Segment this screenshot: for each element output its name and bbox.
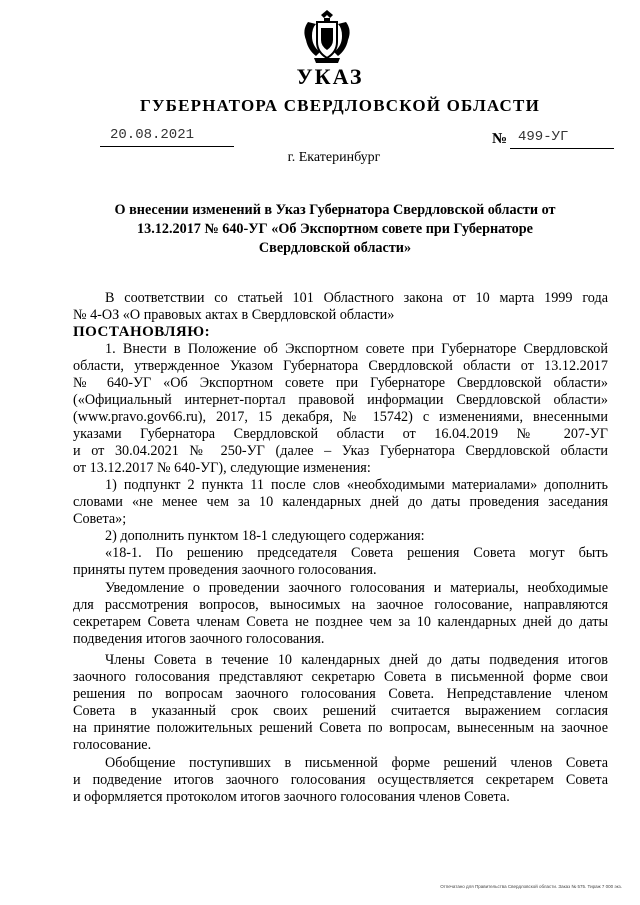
body-line: и подведение итогов заочного голосования осуществляется секретарем Совета xyxy=(73,772,608,788)
body-line: Уведомление о проведении заочного голосования и материалы, необходимые xyxy=(105,580,608,596)
body-line: Совета в указанный срок своих решений считается выражением согласия xyxy=(73,703,608,719)
document-title: УКАЗ xyxy=(296,64,364,89)
body-line: от 13.12.2017 № 640-УГ), следующие изменения: xyxy=(73,460,371,476)
document-subtitle: ГУБЕРНАТОРА СВЕРДЛОВСКОЙ ОБЛАСТИ xyxy=(139,96,541,115)
body-line: подведения итогов заочного голосования. xyxy=(73,631,325,647)
document-date: 20.08.2021 xyxy=(100,127,234,147)
print-footer: Отпечатано для Правительства Свердловской области. Заказ № 575. Тираж 7 000 экз. xyxy=(440,884,622,889)
body-line: Члены Совета в течение 10 календарных дней до даты подведения итогов xyxy=(105,652,608,668)
body-line: секретарем Совета членам Совета не позднее чем за 10 календарных дней до даты xyxy=(73,614,608,630)
body-line: Обобщение поступивших в письменной форме решений членов Совета xyxy=(105,755,608,771)
number-sign: № xyxy=(492,131,508,147)
body-line: решения по вопросам заочного голосования Совета. Непредставление членом xyxy=(73,686,608,702)
body-line: 1) подпункт 2 пункта 11 после слов «необходимыми материалами» дополнить xyxy=(105,477,608,493)
body-line: и от 30.04.2021 № 250-УГ (далее – Указ Губернатора Свердловской области xyxy=(73,443,608,459)
body-line: Совета»; xyxy=(73,511,127,527)
body-line: указами Губернатора Свердловской области от 16.04.2019 № 207-УГ xyxy=(73,426,608,442)
body-line: заочного голосования представляют секретарю Совета в письменной форме свои xyxy=(73,669,608,685)
body-line: голосование. xyxy=(73,737,152,753)
body-line: 1. Внести в Положение об Экспортном совете при Губернаторе Свердловской xyxy=(105,341,608,357)
document-heading: О внесении изменений в Указ Губернатора Свердловской области от 13.12.2017 № 640-УГ «Об Экспортном совете при Губернаторе Свердловской области» xyxy=(114,202,556,256)
decree-word: ПОСТАНОВЛЯЮ: xyxy=(73,324,211,340)
body-line: «18-1. По решению председателя Совета решения Совета могут быть xyxy=(105,545,608,561)
coat-of-arms-icon xyxy=(300,6,354,66)
body-line: и оформляется протоколом итогов заочного голосования членов Совета. xyxy=(73,789,510,805)
body-line: В соответствии со статьей 101 Областного закона от 10 марта 1999 года xyxy=(105,290,608,306)
body-line: 2) дополнить пунктом 18-1 следующего содержания: xyxy=(105,528,425,544)
body-line: для рассмотрения вопросов, выносимых на заочное голосование, направляются xyxy=(73,597,608,613)
document-number: 499-УГ xyxy=(510,129,614,149)
body-line: № 4-ОЗ «О правовых актах в Свердловской области» xyxy=(73,307,395,323)
city-name: г. Екатеринбург xyxy=(287,150,381,165)
body-line: (www.pravo.gov66.ru), 2017, 15 декабря, № 15742) с изменениями, внесенными xyxy=(73,409,608,425)
body-line: на принятие положительных решений Совета по вопросам, вынесенным на заочное xyxy=(73,720,608,736)
body-line: области, утвержденное Указом Губернатора Свердловской области от 13.12.2017 xyxy=(73,358,608,374)
body-line: («Официальный интернет-портал правовой информации Свердловской области» xyxy=(73,392,608,408)
body-line: словами «не менее чем за 10 календарных дней до даты проведения заседания xyxy=(73,494,608,510)
body-line: № 640-УГ «Об Экспортном совете при Губернаторе Свердловской области» xyxy=(73,375,608,391)
body-line: приняты путем проведения заочного голосования. xyxy=(73,562,377,578)
